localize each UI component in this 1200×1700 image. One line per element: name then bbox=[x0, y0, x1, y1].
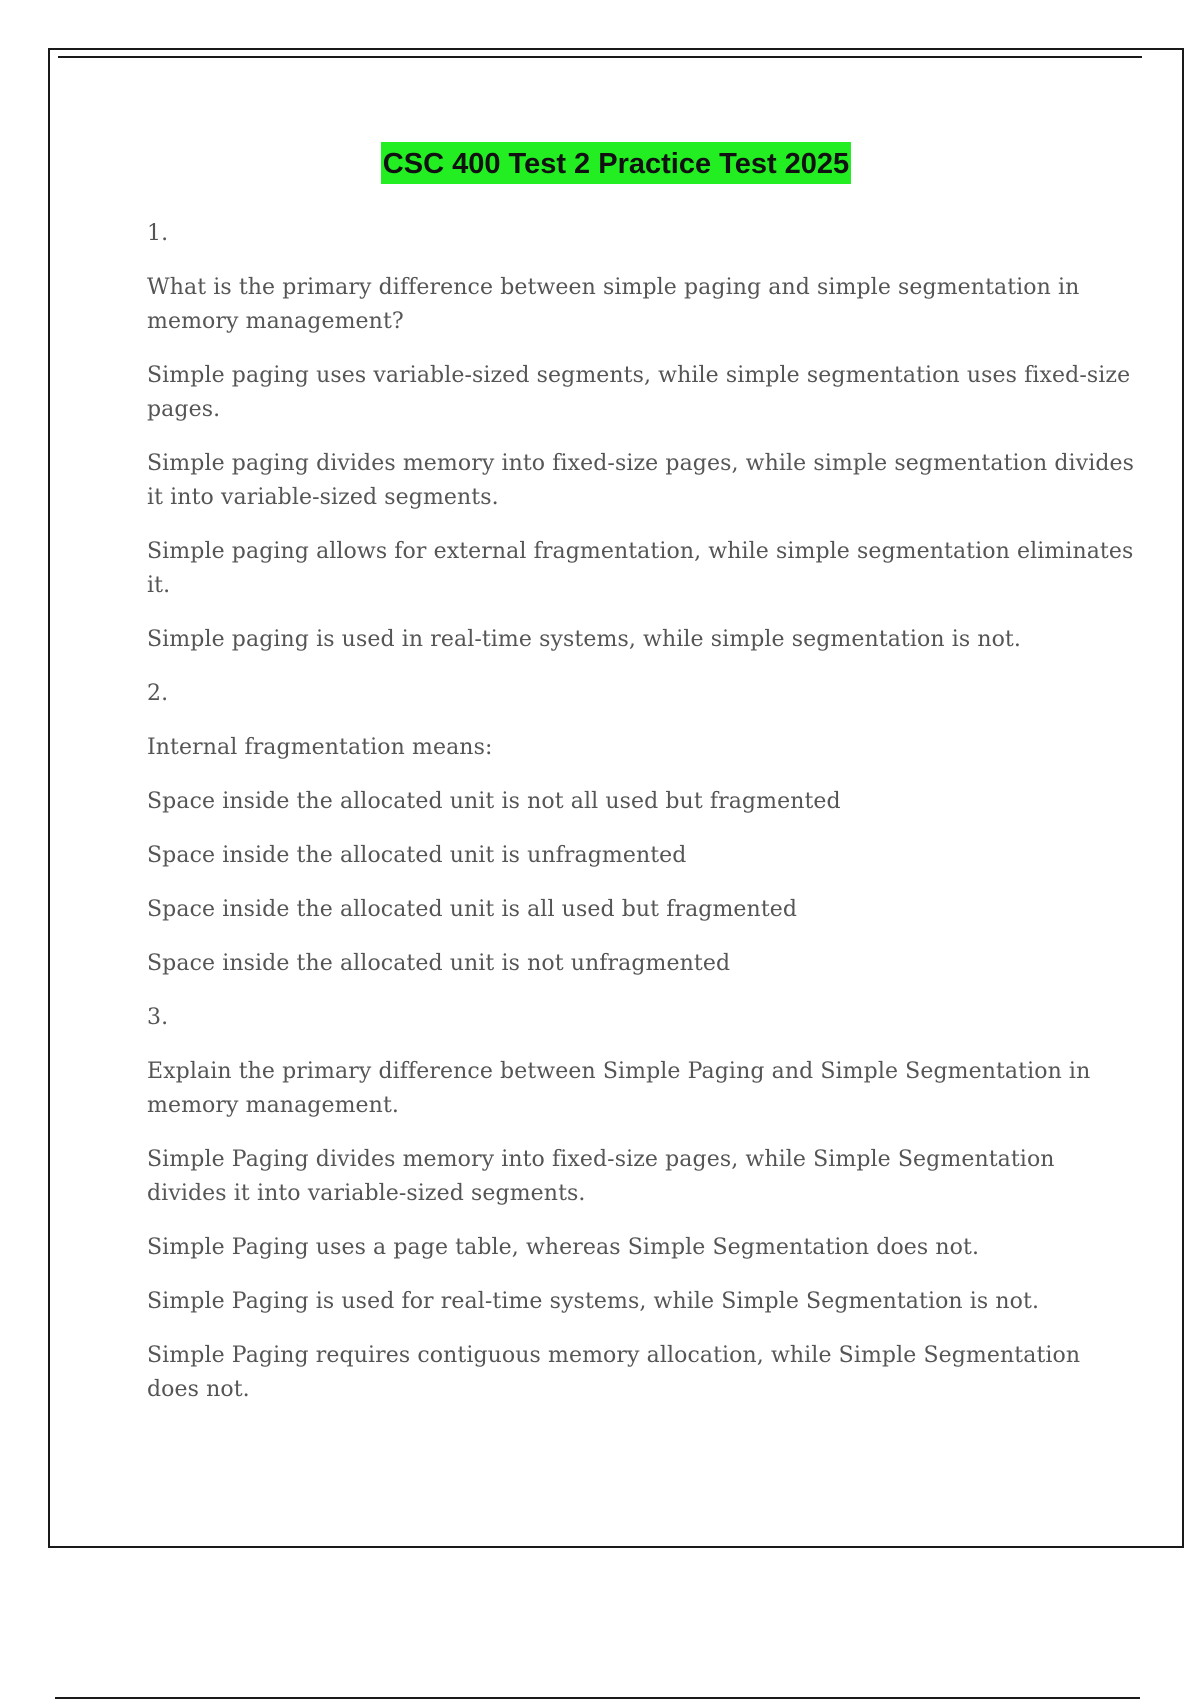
answer-option: Simple Paging uses a page table, whereas Simple Segmentation does not. bbox=[147, 1235, 980, 1260]
page-frame bbox=[48, 48, 1184, 1548]
answer-option: Space inside the allocated unit is all used but fragmented bbox=[147, 897, 798, 922]
answer-option: Simple paging is used in real-time systems, while simple segmentation is not. bbox=[147, 627, 1021, 652]
answer-option: Space inside the allocated unit is unfragmented bbox=[147, 843, 687, 868]
bottom-rule bbox=[55, 1697, 1140, 1699]
top-rule bbox=[58, 56, 1142, 58]
answer-option: Simple paging divides memory into fixed-size pages, while simple segmentation divides it into variable-sized segments. bbox=[147, 451, 1135, 510]
question-block-2 bbox=[147, 677, 1137, 981]
answer-option: Simple paging allows for external fragmentation, while simple segmentation eliminates it. bbox=[147, 539, 1134, 598]
question-number: 3. bbox=[147, 1005, 169, 1030]
question-number: 1. bbox=[147, 221, 169, 246]
answer-option: Simple Paging divides memory into fixed-size pages, while Simple Segmentation divides it into variable-sized segments. bbox=[147, 1147, 1055, 1206]
answer-option: Space inside the allocated unit is not unfragmented bbox=[147, 951, 731, 976]
question-number: 2. bbox=[147, 681, 169, 706]
answer-option: Simple Paging is used for real-time systems, while Simple Segmentation is not. bbox=[147, 1289, 1040, 1314]
question-text: Internal fragmentation means: bbox=[147, 735, 493, 760]
answer-option: Simple Paging requires contiguous memory allocation, while Simple Segmentation does not. bbox=[147, 1343, 1081, 1402]
document-title: CSC 400 Test 2 Practice Test 2025 bbox=[381, 142, 851, 184]
question-text: What is the primary difference between simple paging and simple segmentation in memory management? bbox=[147, 275, 1080, 334]
question-list bbox=[147, 217, 1137, 1427]
question-text: Explain the primary difference between Simple Paging and Simple Segmentation in memory management. bbox=[147, 1059, 1091, 1118]
question-block-1 bbox=[147, 217, 1137, 657]
answer-option: Space inside the allocated unit is not all used but fragmented bbox=[147, 789, 841, 814]
title-wrap bbox=[50, 142, 1182, 184]
question-block-3 bbox=[147, 1001, 1137, 1407]
answer-option: Simple paging uses variable-sized segments, while simple segmentation uses fixed-size pages. bbox=[147, 363, 1131, 422]
